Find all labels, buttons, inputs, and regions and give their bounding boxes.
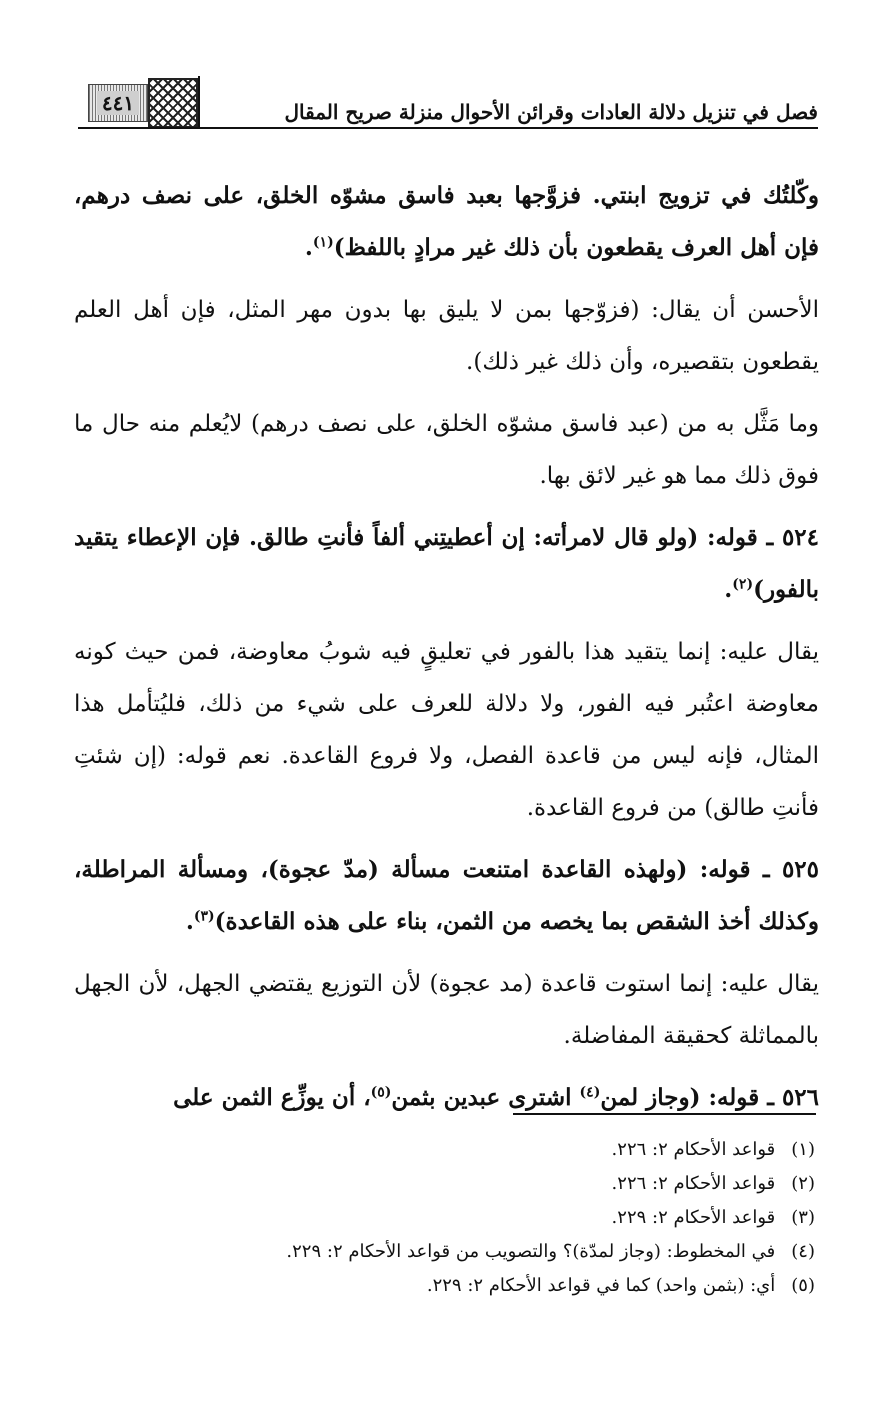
footnote-item: (٣)قواعد الأحكام ٢: ٢٢٩. xyxy=(611,1207,815,1228)
footnote-item: (١)قواعد الأحكام ٢: ٢٢٦. xyxy=(611,1139,815,1160)
footnote-item: (٥)أي: (بثمن واحد) كما في قواعد الأحكام ٢: ٢٢٩. xyxy=(426,1275,815,1296)
main-text xyxy=(74,170,819,1134)
paragraph-quote-524: ٥٢٤ ـ قوله: (ولو قال لامرأته: إن أعطيتِني ألفاً فأنتِ طالق. فإن الإعطاء يتقيد بالفور)$^{(٢)}$. xyxy=(74,524,819,603)
page-number-box xyxy=(88,84,148,122)
footnote-ref: (٣) xyxy=(193,908,215,925)
header-divider xyxy=(198,76,200,128)
page-header xyxy=(78,72,818,130)
footnotes xyxy=(150,1133,815,1303)
footnote-rule xyxy=(513,1113,816,1115)
paragraph-quote-1: وكّلتُك في تزويج ابنتي. فزوَّجها بعبد فاسق مشوّه الخلق، على نصف درهم، فإن أهل العرف يقطعون بأن ذلك غير مرادٍ باللفظ)$^{(١)}$. xyxy=(74,182,819,261)
footnote-ref: (٢) xyxy=(732,576,754,593)
footnote-ref: (٥) xyxy=(370,1084,392,1101)
ornament-icon xyxy=(148,78,198,128)
paragraph-comment-3: يقال عليه: إنما يتقيد هذا بالفور في تعليقٍ فيه شوبُ معاوضة، فمن حيث كونه معاوضة اعتُبر فيه الفور، ولا دلالة للعرف على شيء من ذلك، فليُتأمل هذا المثال، فإنه ليس من قاعدة الفصل، ولا فروع القاعدة. نعم قوله: (إن شئتِ فأنتِ طالق) من فروع القاعدة. xyxy=(74,639,819,821)
paragraph-comment-2: وما مَثَّل به من (عبد فاسق مشوّه الخلق، على نصف درهم) لايُعلم منه حال ما فوق ذلك مما هو غير لائق بها. xyxy=(74,411,819,489)
footnote-ref: (٤) xyxy=(579,1084,601,1101)
paragraph-comment-4: يقال عليه: إنما استوت قاعدة (مد عجوة) لأن التوزيع يقتضي الجهل، لأن الجهل بالمماثلة كحقيقة المفاضلة. xyxy=(74,971,819,1049)
page-number: ٤٤١ xyxy=(97,91,139,115)
footnote-ref: (١) xyxy=(312,234,334,251)
paragraph-quote-526: ٥٢٦ ـ قوله: (وجاز لمن$^{(٤)}$ اشترى عبدين بثمن$^{(٥)}$، أن يوزِّع الثمن على xyxy=(173,1084,819,1111)
paragraph-quote-525: ٥٢٥ ـ قوله: (ولهذه القاعدة امتنعت مسألة (مدّ عجوة)، ومسألة المراطلة، وكذلك أخذ الشقص بما يخصه من الثمن، بناء على هذه القاعدة)$^{(٣)}$. xyxy=(74,856,819,935)
footnote-item: (٤)في المخطوط: (وجاز لمدّة)؟ والتصويب من قواعد الأحكام ٢: ٢٢٩. xyxy=(286,1241,815,1262)
paragraph-comment-1: الأحسن أن يقال: (فزوّجها بمن لا يليق بها بدون مهر المثل، فإن أهل العلم يقطعون بتقصيره، وأن ذلك غير ذلك). xyxy=(74,297,819,375)
footnote-item: (٢)قواعد الأحكام ٢: ٢٢٦. xyxy=(611,1173,815,1194)
running-title: فصل في تنزيل دلالة العادات وقرائن الأحوال منزلة صريح المقال xyxy=(284,100,818,124)
header-rule xyxy=(78,127,818,129)
